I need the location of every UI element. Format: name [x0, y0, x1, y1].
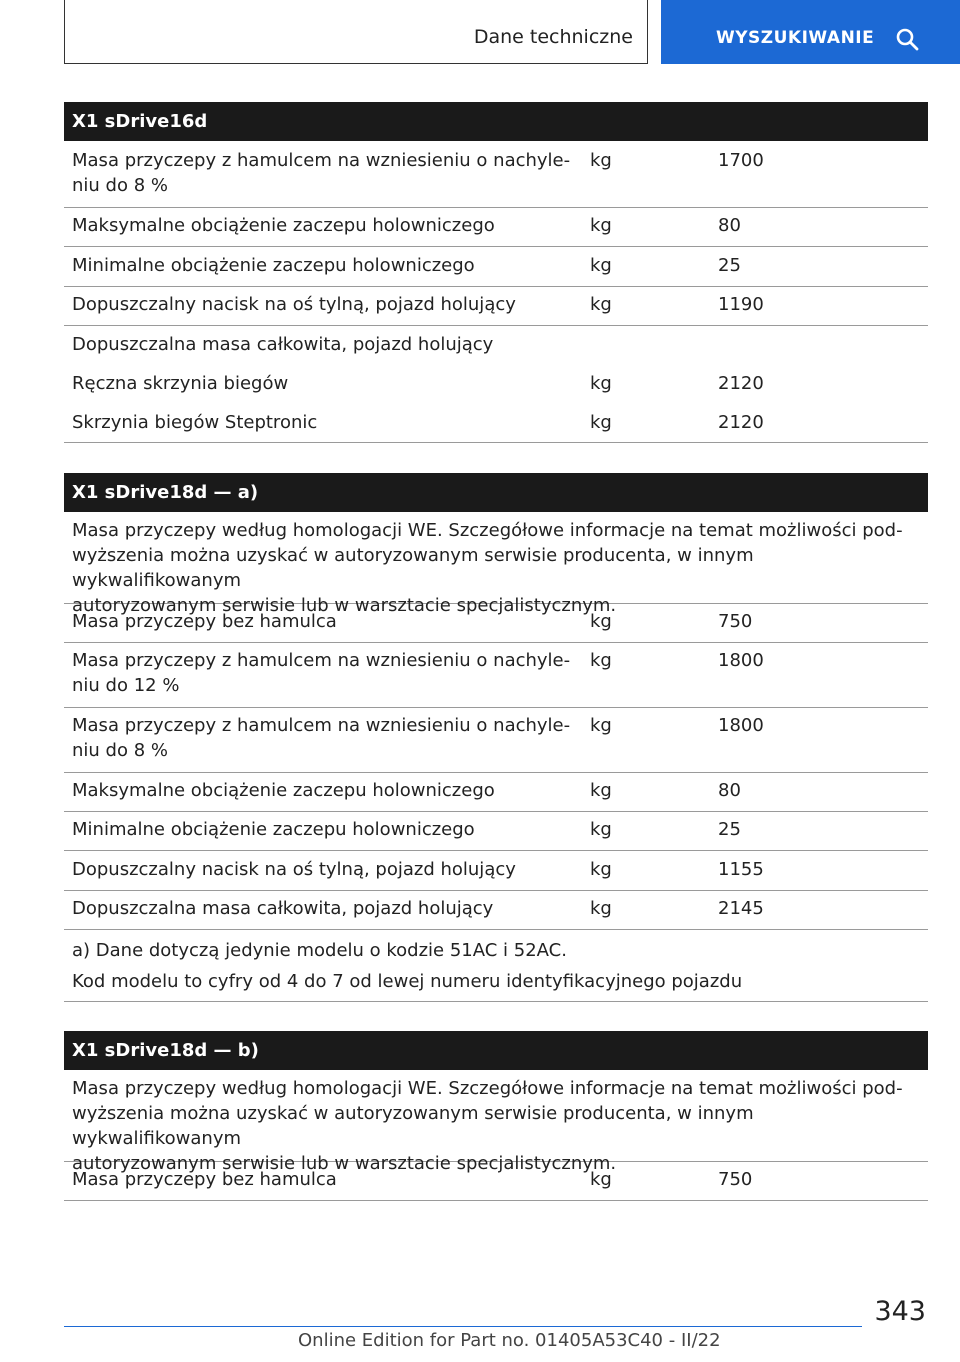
row-label: Masa przyczepy z hamulcem na wzniesieniu o nachyle- niu do 8 % — [72, 150, 571, 196]
row-label: Minimalne obciążenie zaczepu holowniczego — [72, 255, 475, 276]
row-label: Dopuszczalna masa całkowita, pojazd holujący — [72, 334, 494, 355]
table-row — [64, 857, 928, 891]
row-value: 2120 — [718, 373, 764, 394]
row-unit: kg — [590, 412, 612, 433]
row-unit: kg — [590, 898, 612, 919]
row-label: Skrzynia biegów Steptronic — [72, 412, 318, 433]
row-label: Maksymalne obciążenie zaczepu holowniczego — [72, 780, 495, 801]
row-label: Maksymalne obciążenie zaczepu holowniczego — [72, 215, 495, 236]
table-row — [64, 817, 928, 851]
row-unit: kg — [590, 150, 612, 171]
table-row — [64, 410, 928, 443]
row-label: Masa przyczepy z hamulcem na wzniesieniu o nachyle- niu do 12 % — [72, 650, 571, 696]
row-label: Masa przyczepy bez hamulca — [72, 611, 337, 632]
table-row — [64, 148, 928, 208]
row-value: 1800 — [718, 715, 764, 736]
section-intro — [64, 518, 928, 616]
table-row — [64, 778, 928, 812]
section-title: X1 sDrive18d — a) — [64, 473, 928, 512]
intro-text: Masa przyczepy według homologacji WE. Szczegółowe informacje na temat możliwości pod- wyższenia można uzyskać w autoryzowanym serwisie producenta, w innym wykwalifikowanym autoryzowanym serwisie lub w warsztacie specjalistycznym. — [72, 520, 903, 616]
row-unit: kg — [590, 215, 612, 236]
row-label: Masa przyczepy bez hamulca — [72, 1169, 337, 1190]
search-button[interactable] — [661, 0, 960, 64]
intro-text: Masa przyczepy według homologacji WE. Szczegółowe informacje na temat możliwości pod- wyższenia można uzyskać w autoryzowanym serwisie producenta, w innym wykwalifikowanym autoryzowanym serwisie lub w warsztacie specjalistycznym. — [72, 1078, 903, 1174]
row-unit: kg — [590, 255, 612, 276]
row-unit: kg — [590, 859, 612, 880]
header-title: Dane techniczne — [473, 26, 633, 48]
footer-edition: Online Edition for Part no. 01405A53C40 - II/22 — [298, 1330, 721, 1351]
table-row — [64, 713, 928, 773]
row-value: 750 — [718, 611, 753, 632]
table-row — [64, 896, 928, 930]
row-unit: kg — [590, 819, 612, 840]
row-value: 1155 — [718, 859, 764, 880]
section-intro — [64, 1076, 928, 1174]
table-row — [64, 213, 928, 247]
row-value: 1190 — [718, 294, 764, 315]
footer-divider — [64, 1326, 862, 1327]
row-label: Ręczna skrzynia biegów — [72, 373, 289, 394]
footnote-text: a) Dane dotyczą jedynie modelu o kodzie 51AC i 52AC. Kod modelu to cyfry od 4 do 7 od lewej numeru identyfikacyjnego pojazdu — [72, 940, 743, 992]
row-value: 750 — [718, 1169, 753, 1190]
row-value: 80 — [718, 215, 741, 236]
row-unit: kg — [590, 373, 612, 394]
row-unit: kg — [590, 715, 612, 736]
row-label: Dopuszczalny nacisk na oś tylną, pojazd holujący — [72, 294, 516, 315]
search-label: WYSZUKIWANIE — [716, 28, 875, 48]
row-value: 25 — [718, 255, 741, 276]
table-row — [64, 648, 928, 708]
row-unit: kg — [590, 780, 612, 801]
table-row — [64, 292, 928, 326]
row-label: Minimalne obciążenie zaczepu holowniczego — [72, 819, 475, 840]
row-unit: kg — [590, 650, 612, 671]
header-title-box — [64, 0, 648, 64]
footnote — [64, 935, 928, 1002]
row-value: 80 — [718, 780, 741, 801]
table-row — [64, 1167, 928, 1201]
table-row — [64, 609, 928, 643]
row-value: 2145 — [718, 898, 764, 919]
row-value: 25 — [718, 819, 741, 840]
table-row — [64, 332, 928, 362]
row-label: Masa przyczepy z hamulcem na wzniesieniu o nachyle- niu do 8 % — [72, 715, 571, 761]
section-title: X1 sDrive18d — b) — [64, 1031, 928, 1070]
row-value: 2120 — [718, 412, 764, 433]
row-label: Dopuszczalna masa całkowita, pojazd holujący — [72, 898, 494, 919]
search-icon — [895, 27, 919, 51]
page-number: 343 — [874, 1296, 926, 1327]
row-unit: kg — [590, 1169, 612, 1190]
table-row — [64, 253, 928, 287]
row-value: 1700 — [718, 150, 764, 171]
table-row — [64, 371, 928, 401]
row-unit: kg — [590, 611, 612, 632]
row-unit: kg — [590, 294, 612, 315]
row-label: Dopuszczalny nacisk na oś tylną, pojazd holujący — [72, 859, 516, 880]
section-title: X1 sDrive16d — [64, 102, 928, 141]
row-value: 1800 — [718, 650, 764, 671]
